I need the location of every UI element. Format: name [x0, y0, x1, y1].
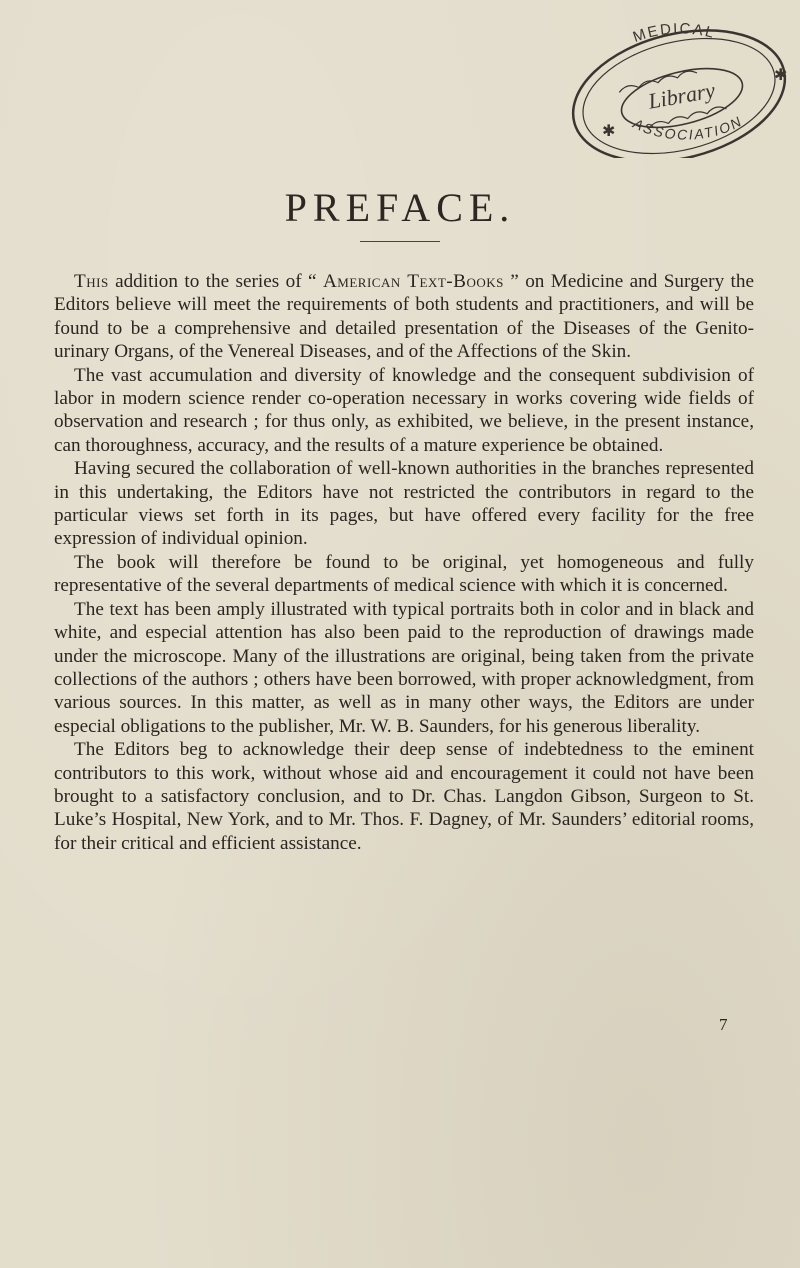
- title-divider: [360, 241, 440, 242]
- paragraph: The Editors beg to acknowledge their deep sense of indebtedness to the eminent contributors to this work, without whose aid and encouragement it could not have been brought to a satisfactory conclusion, and to Dr. Chas. Langdon Gibson, Surgeon to St. Luke’s Hospital, New York, and to Mr. Thos. F. Dagney, of Mr. Saunders’ editorial rooms, for their critical and efficient assistance.: [54, 739, 754, 854]
- stamp-top-text: MEDICAL: [630, 20, 718, 46]
- paragraph: Having secured the collaboration of well-known authorities in the branches represented in this undertaking, the Editors have not restricted the contributors in regard to the particular views set forth in its pages, but have offered every facility for the free expression of individual opinion.: [54, 458, 754, 550]
- star-icon: ✱: [602, 121, 616, 140]
- paragraph: The vast accumulation and diversity of knowledge and the consequent subdivision of labor in modern science render co-operation necessary in works covering wide fields of observation and research ; for thus only, as exhibited, we believe, in the present instance, can thoroughness, accuracy, and the results of a mature experience be obtained.: [54, 364, 754, 456]
- star-icon: ✱: [774, 65, 788, 84]
- paragraph-lead-rest: addition to the series of “: [108, 271, 323, 292]
- paragraph-text: ” on Medicine and Surgery the Editors believe will meet the requirements of both students and practitioners, and will be found to be a comprehensive and detailed presentation of the Diseases of the Genito-urinary Organs, of the Venereal Diseases, and of the Affections of the Skin.: [54, 271, 755, 363]
- preface-body: [54, 270, 754, 855]
- paragraph: [54, 270, 754, 364]
- page-title: PREFACE.: [284, 185, 516, 230]
- library-stamp: [562, 8, 794, 158]
- paragraph-lead: This: [74, 271, 109, 292]
- page-number: 7: [719, 1015, 728, 1034]
- stamp-middle-text: Library: [646, 77, 717, 114]
- series-name: American Text-Books: [322, 271, 504, 292]
- paragraph: The text has been amply illustrated with typical portraits both in color and in black and white, and especial attention has also been paid to the reproduction of drawings made under the microscope. Many of the illustrations are original, being taken from the private collections of the authors ; others have been borrowed, with proper acknowledgment, from various sources. In this matter, as well as in many other ways, the Editors are under especial obligations to the publisher, Mr. W. B. Saunders, for his generous liberality.: [54, 598, 754, 737]
- svg-text:ASSOCIATION: [630, 113, 746, 143]
- stamp-bottom-text: ASSOCIATION: [630, 112, 746, 143]
- paragraph: The book will therefore be found to be original, yet homogeneous and fully representative of the several departments of medical science with which it is concerned.: [54, 551, 754, 597]
